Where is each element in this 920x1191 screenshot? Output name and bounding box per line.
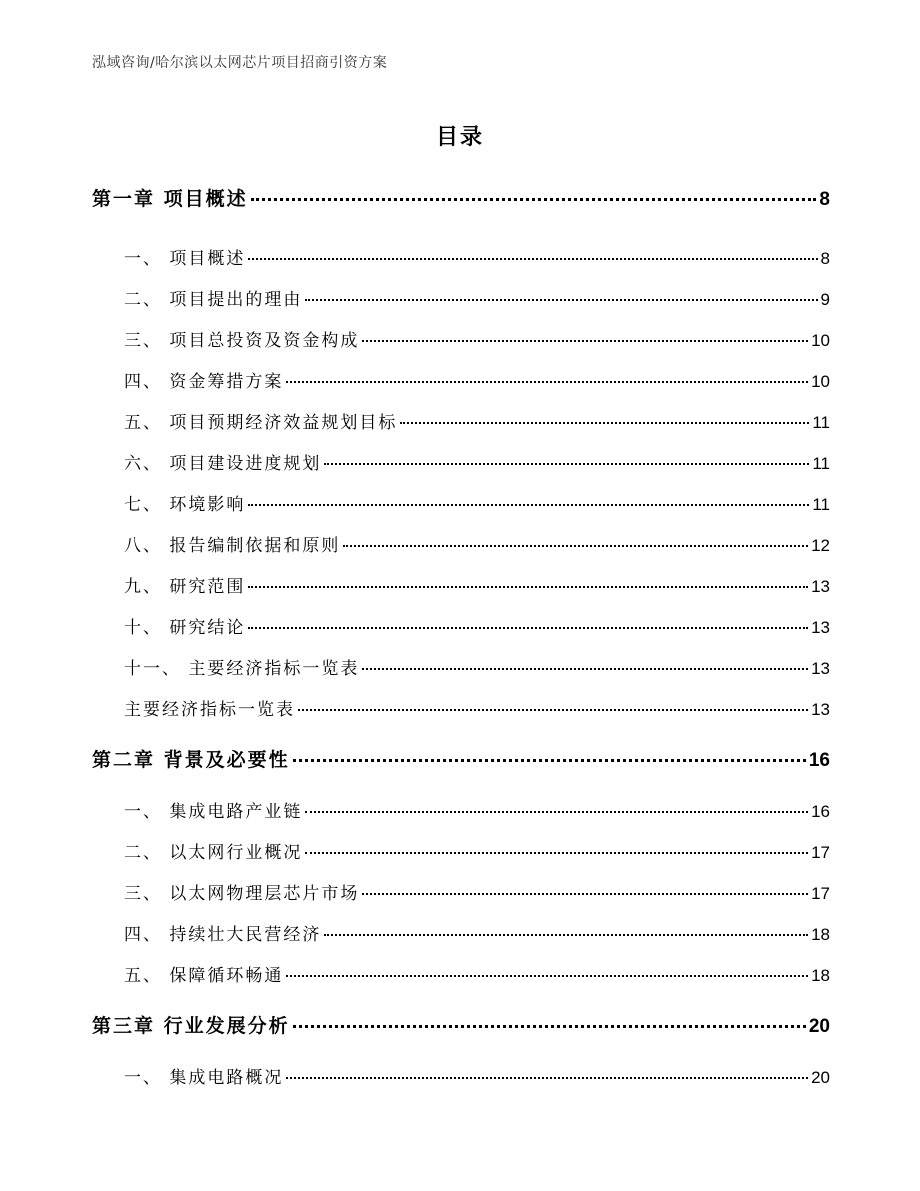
dot-leader <box>305 299 817 301</box>
toc-entry-label: 主要经济指标一览表 <box>124 700 295 720</box>
dot-leader <box>343 545 808 547</box>
dot-leader <box>293 759 806 762</box>
dot-leader <box>286 381 808 383</box>
dot-leader <box>286 975 808 977</box>
toc-entry-label: 四、 资金筹措方案 <box>124 372 284 392</box>
toc-entry-label: 三、 项目总投资及资金构成 <box>124 331 360 351</box>
toc-entry-label: 一、 集成电路产业链 <box>124 802 303 822</box>
toc-page-number: 18 <box>811 966 830 985</box>
dot-leader <box>362 340 808 342</box>
toc-title: 目录 <box>435 125 484 150</box>
toc-entry-label: 第一章 项目概述 <box>92 188 248 210</box>
toc-page-number: 11 <box>812 413 830 432</box>
toc-entry-label: 八、 报告编制依据和原则 <box>124 536 341 556</box>
toc-page-number: 17 <box>811 884 830 903</box>
toc-entry-label: 五、 项目预期经济效益规划目标 <box>124 413 398 433</box>
toc-page-number: 9 <box>820 290 830 309</box>
toc-chapter-entry[interactable] <box>92 745 830 772</box>
toc-section-entry[interactable] <box>124 244 830 269</box>
toc-section-entry[interactable] <box>124 326 830 351</box>
running-header: 泓域咨询/哈尔滨以太网芯片项目招商引资方案 <box>92 55 388 71</box>
toc-page-number: 8 <box>820 249 830 268</box>
toc-page-number: 11 <box>812 495 830 514</box>
dot-leader <box>362 668 808 670</box>
toc-entry-label: 第三章 行业发展分析 <box>92 1015 290 1037</box>
toc-page-number: 18 <box>811 925 830 944</box>
dot-leader <box>286 1077 808 1079</box>
toc-page-number: 13 <box>811 618 830 637</box>
toc-page-number: 10 <box>811 372 830 391</box>
toc-entry-label: 五、 保障循环畅通 <box>124 966 284 986</box>
toc-entry-label: 二、 以太网行业概况 <box>124 843 303 863</box>
toc-section-entry[interactable] <box>124 920 830 945</box>
toc-page-number: 12 <box>811 536 830 555</box>
toc-section-entry[interactable] <box>124 490 830 515</box>
toc-section-entry[interactable] <box>124 572 830 597</box>
toc-entry-label: 一、 集成电路概况 <box>124 1068 284 1088</box>
toc-section-entry[interactable] <box>124 408 830 433</box>
dot-leader <box>298 709 808 711</box>
toc-entry-label: 九、 研究范围 <box>124 577 246 597</box>
toc-page-number: 16 <box>811 802 830 821</box>
toc-section-entry[interactable] <box>124 695 830 720</box>
dot-leader <box>293 1025 806 1028</box>
toc-section-entry[interactable] <box>124 838 830 863</box>
dot-leader <box>305 811 808 813</box>
toc-page-number: 11 <box>812 454 830 473</box>
toc-section-entry[interactable] <box>124 285 830 310</box>
toc-section-entry[interactable] <box>124 654 830 679</box>
dot-leader <box>305 852 808 854</box>
toc-entry-label: 十一、 主要经济指标一览表 <box>124 659 360 679</box>
toc-chapter-entry[interactable] <box>92 184 830 211</box>
toc-section-entry[interactable] <box>124 613 830 638</box>
toc-entry-label: 一、 项目概述 <box>124 249 246 269</box>
toc-section-entry[interactable] <box>124 531 830 556</box>
dot-leader <box>251 198 817 201</box>
toc-section-entry[interactable] <box>124 961 830 986</box>
toc-page-number: 10 <box>811 331 830 350</box>
toc-section-entry[interactable] <box>124 1063 830 1088</box>
toc-section-entry[interactable] <box>124 367 830 392</box>
toc-entry-label: 二、 项目提出的理由 <box>124 290 303 310</box>
toc-entry-label: 十、 研究结论 <box>124 618 246 638</box>
toc-section-entry[interactable] <box>124 449 830 474</box>
toc-page-number: 13 <box>811 659 830 678</box>
toc-page-number: 20 <box>811 1068 830 1087</box>
toc-page-number: 17 <box>811 843 830 862</box>
toc-page-number: 13 <box>811 577 830 596</box>
toc-page-number: 8 <box>819 189 830 210</box>
toc-section-entry[interactable] <box>124 797 830 822</box>
dot-leader <box>324 934 808 936</box>
toc-page-number: 13 <box>811 700 830 719</box>
toc-entry-label: 第二章 背景及必要性 <box>92 749 290 771</box>
dot-leader <box>248 627 808 629</box>
toc-page-number: 16 <box>808 750 830 771</box>
toc-entry-label: 四、 持续壮大民营经济 <box>124 925 322 945</box>
dot-leader <box>248 586 808 588</box>
toc-section-entry[interactable] <box>124 879 830 904</box>
toc-entry-label: 三、 以太网物理层芯片市场 <box>124 884 360 904</box>
dot-leader <box>362 893 808 895</box>
dot-leader <box>324 463 809 465</box>
dot-leader <box>400 422 809 424</box>
toc-entry-label: 七、 环境影响 <box>124 495 246 515</box>
toc-page-number: 20 <box>808 1016 830 1037</box>
toc-chapter-entry[interactable] <box>92 1011 830 1038</box>
toc-entry-label: 六、 项目建设进度规划 <box>124 454 322 474</box>
dot-leader <box>248 504 809 506</box>
dot-leader <box>248 258 817 260</box>
